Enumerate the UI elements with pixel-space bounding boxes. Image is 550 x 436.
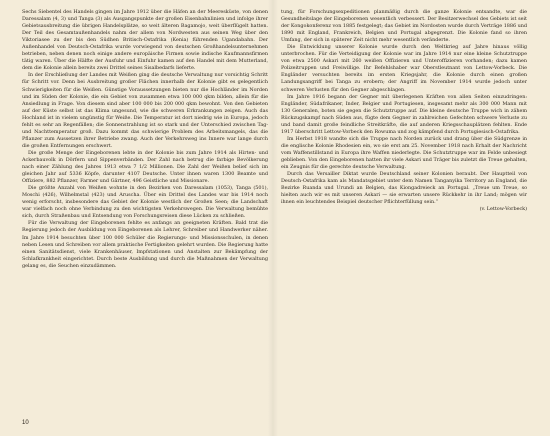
paragraph: Für die Verwaltung der Eingeborenen fehlte es anfangs an geeigneten Kräften. Bald trat die Regierung jedoch der Ausbildung von Eingeborenen als Lehrer, Schreiber und Handwerker näher. Im Jahre 1914 besuchten über 100 000 Schüler die Regierungs- und Missionsschulen, in denen neben Lesen und Schreiben vor allem praktische Fertigkeiten gelehrt wurden. Die Regierung hatte einen Sanitätsdienst, viele Krankenhäuser, Impfstationen und Anstalten zur Bekämpfung der Schlafkrankheit eingerichtet. Durch beste Ausbildung und durch die Maßnahmen der Verwaltung gelang es, die Seuchen einzudämmen. bbox=[22, 220, 268, 269]
paragraph: Die große Menge der Eingeborenen lebte in der Kolonie bis zum Jahre 1914 als Hirten- und Ackerbauvolk in Dörfern und Sippenverbänden. Der Zahl nach betrug die farbige Bevölkerung nach einer Zählung des Jahres 1913 etwa 7 1/2 Millionen. Die Zahl der Weißen belief sich im gleichen Jahr auf 5336 Köpfe, darunter 4107 Deutsche. Unter ihnen waren 1300 Beamte und Offiziere, 882 Pflanzer, Farmer und Gärtner, 496 Geistliche und Missionare. bbox=[22, 149, 268, 185]
paragraph: Im Herbst 1918 wandte sich die Truppe nach Norden zurück und drang über die Südgrenze in die englische Kolonie Rhodesien ein, wo sie erst am 25. November 1918 nach Erhalt der Nachricht vom Waffenstillstand in Europa ihre Waffen niederlegte. Die Schutztruppe war im Felde unbesiegt geblieben. Von den Eingeborenen hatten ihr viele Askari und Träger bis zuletzt die Treue gehalten, ein Zeugnis für die gerechte deutsche Verwaltung. bbox=[281, 135, 527, 171]
page-fold-shadow bbox=[268, 0, 278, 436]
page-number: 10 bbox=[22, 420, 29, 426]
paragraph: Die Entwicklung unserer Kolonie wurde durch den Weltkrieg auf Jahre hinaus völlig unterbrochen. Für die Verteidigung der Kolonie war im Jahre 1914 nur eine kleine Schutztruppe von etwa 2500 Askari mit 260 weißen Offizieren und Unteroffizieren vorhanden; dazu kamen Polizeitruppen und Freiwillige. Ihr Befehlshaber war Oberstleutnant von Lettow-Vorbeck. Die Engländer versuchten bereits im ersten Kriegsjahr, die Kolonie durch einen großen Landungsangriff bei Tanga zu erobern; der Angriff im November 1914 wurde jedoch unter schweren Verlusten für den Gegner abgeschlagen. bbox=[281, 44, 527, 93]
paragraph: Im Jahre 1916 begann der Gegner mit überlegenen Kräften von allen Seiten einzudringen: Engländer, Südafrikaner, Inder, Belgier und Portugiesen, insgesamt mehr als 300 000 Mann mit 130 Generalen, boten sie gegen die Schutztruppe auf. Die kleine deutsche Truppe wich in zähem Rückzugskampf nach Süden aus, fügte dem Gegner in zahlreichen Gefechten schwere Verluste zu und band damit große feindliche Streitkräfte, die auf anderen Kriegsschauplätzen fehlten. Ende 1917 überschritt Lettow-Vorbeck den Rowuma und zog kämpfend durch Portugiesisch-Ostafrika. bbox=[281, 93, 527, 135]
right-text-column bbox=[281, 9, 527, 213]
paragraph: Sechs Siebentel des Handels gingen im Jahre 1912 über die Häfen an der Meeresküste, von denen Daressalam (4, 3) und Tanga (3) als Ausgangspunkte der großen Eisenbahnlinien und infolge ihrer Gebietsausbreitung die übrigen Handelsplätze, so weit älteren Bagamojo, weit überflügelt hatten. Der Teil des Gesamtaußenhandels nahm der allem von Nordwesten aus seinen Weg über den Viktoriasee zu der bis den Südhen Britisch-Ostafrika (Kenia) führenden Ugandabahn. Der Außenhandel von Deutsch-Ostafrika wurde vorwiegend von deutschen Großhandelsunternehmen betrieben, neben denen noch einige andere europäische Firmen sowie indische Kaufmannsfirmen tätig waren. Über die Hälfte der Ausfuhr und Einfuhr kamen auf den Handel mit dem Mutterland, dem die Kolonie allein bereits zwei Drittel seines Sisalbedarfs lieferte. bbox=[22, 9, 268, 72]
paragraph: In der Erschließung der Landes mit Weißen ging die deutsche Verwaltung nur vorsichtig Schritt für Schritt vor. Denn bei Ausbreitung großer Flächen innerhalb der Kolonie gibt es gelegentlich Schwierigkeiten für die Weißen. Günstige Voraussetzungen bieten nur die Hochländer im Norden und im Süden der Kolonie, die ein Gebiet von zusammen etwa 100 000 qkm bilden, allein für die Ansiedlung in Frage. Von diesem sind aber 100 000 bis 200 000 qkm bewohnt. Von den Gebieten auf der Küste selbst ist das Klima ungesund, wie die schweren Erkrankungen zeigen. Auch das Hochland ist in vielem ungünstig für Weiße. Die Temperatur ist dort niedrig wie in Europa, jedoch fehlt es sehr an Regenfällen; die Sonnenstrahlung ist so stark und der Unterschied zwischen Tag- und Nachttemperatur groß. Dazu kommt das schwierige Problem des Arbeitsmangels, das die Pflanzer zum Aussetzen ihrer Betriebe zwang. Auch der Verkehrsweg ins Innere war lange durch die großen Entfernungen erschwert. bbox=[22, 72, 268, 149]
quote-attribution: (v. Lettow-Vorbeck) bbox=[479, 206, 527, 213]
paragraph: tung, für Forschungsexpeditionen planmäßig durch die ganze Kolonie entsandte, war die Gesundheitslage der Eingeborenen wesentlich verbessert. Der Besitzerwechsel des Gebiets ist seit der Kongokonferenz von 1885 festgelegt; das Gebiet im Nordosten wurde durch Verträge 1886 und 1890 mit England, Frankreich, Belgien und Portugal abgegrenzt. Die Kolonie fand so ihren Umfang, der sich in späterer Zeit nicht mehr wesentlich veränderte. bbox=[281, 9, 527, 44]
left-text-column bbox=[22, 9, 268, 270]
paragraph: Die größte Anzahl von Weißen wohnte in den Bezirken von Daressalam (1053), Tanga (501), Moschi (426), Wilhelmstal (423) und Aruscha. Über ein Drittel des Landes war bis 1914 noch wenig erforscht, insbesondere das Gebiet der Kolonie westlich der Großen Seen; die Landschaft war vielfach noch ohne Verbindung zu den wichtigsten Verkehrswegen. Die Verwaltung bemühte sich, durch Straßenbau und Entsendung von Forschungsreisen diese Lücken zu schließen. bbox=[22, 185, 268, 220]
paragraph: Durch das Versailler Diktat wurde Deutschland seiner Kolonien beraubt. Der Hauptteil von Deutsch-Ostafrika kam als Mandatsgebiet unter dem Namen Tanganyika Territory an England, die Bezirke Ruanda und Urundi an Belgien, das Kiongadreieck an Portugal. „Treue um Treue, so hielten auch wir es mit unseren Askari — sie erwarten unsere Rückkehr in ihr Land; mögen wir ihnen ein leuchtendes Beispiel deutscher Pflichterfüllung sein.“ bbox=[281, 171, 527, 206]
